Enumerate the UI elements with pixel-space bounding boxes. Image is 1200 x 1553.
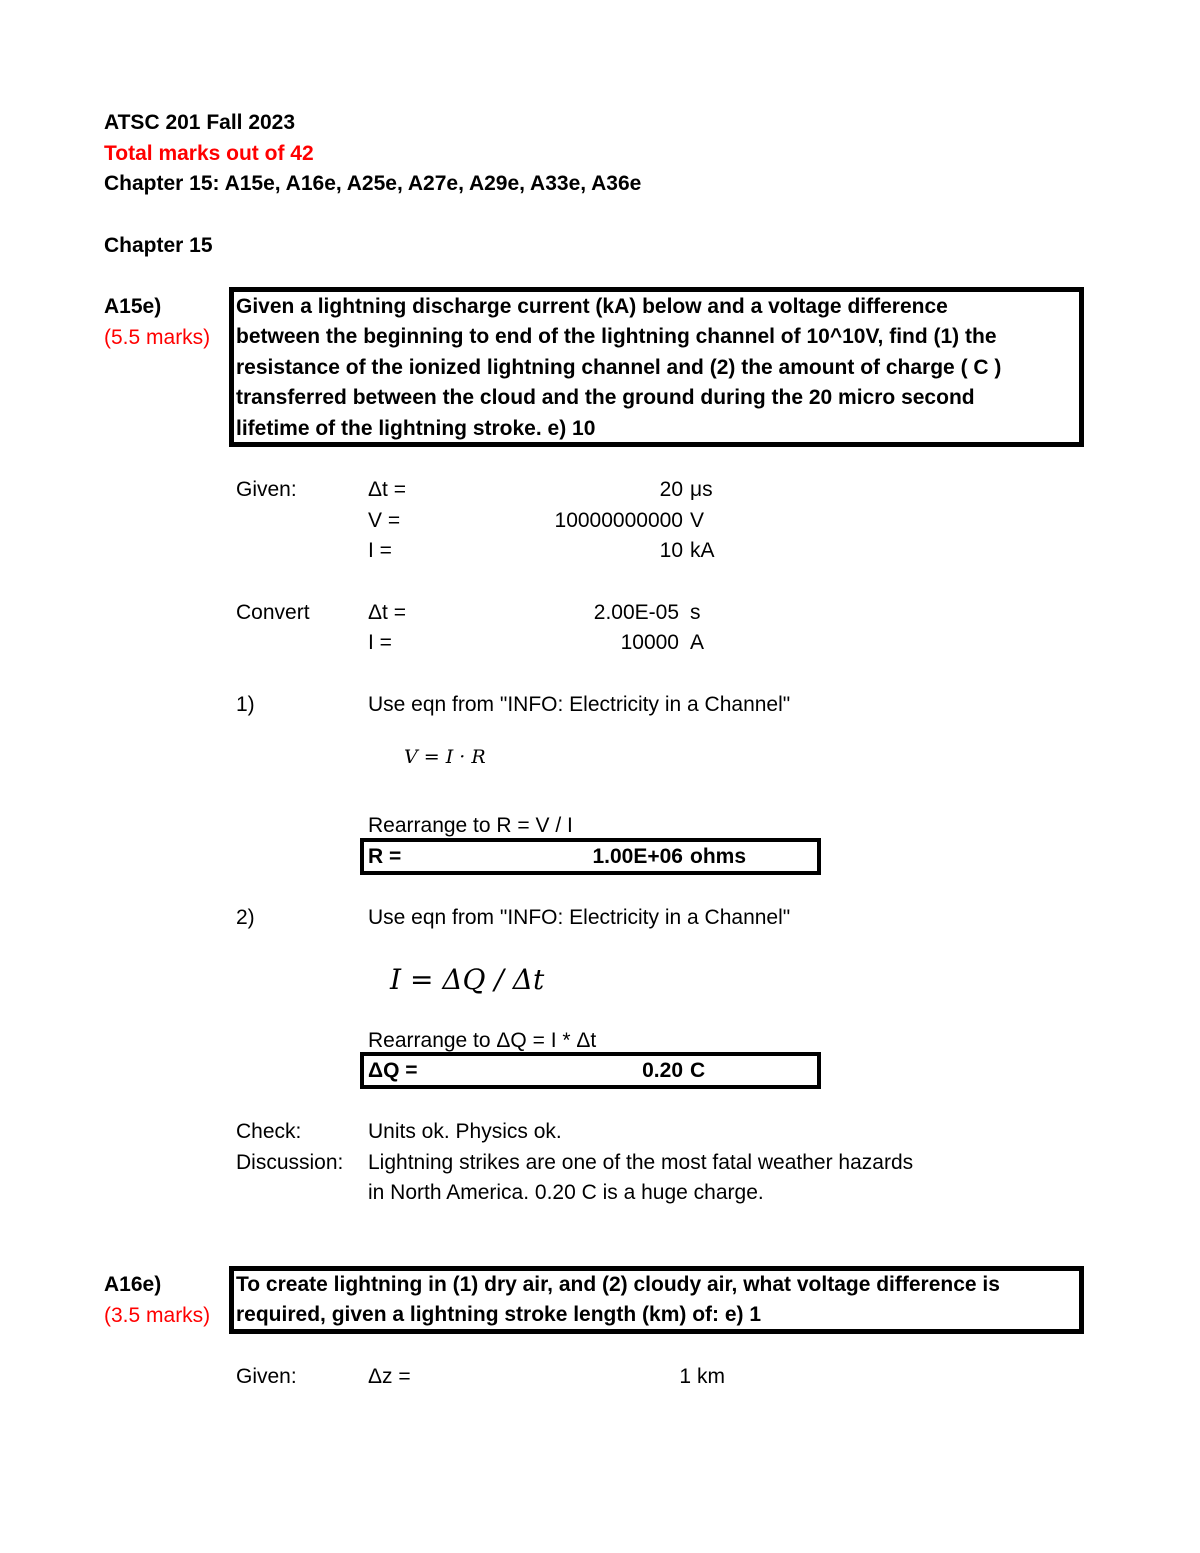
question-label-a16e: A16e) [104, 1273, 162, 1296]
total-marks: Total marks out of 42 [104, 142, 314, 165]
answer-value: 0.20 [642, 1059, 683, 1082]
given-symbol: I = [368, 539, 392, 562]
question-label-a15e: A15e) [104, 295, 162, 318]
answer-value: 1.00E+06 [592, 845, 683, 868]
question-line: required, given a lightning stroke length (km) of: e) 1 [236, 1303, 762, 1326]
convert-value: 10000 [620, 631, 679, 654]
step-instruction: Use eqn from "INFO: Electricity in a Channel" [368, 906, 791, 929]
step-number: 2) [236, 906, 255, 929]
given-unit: km [697, 1365, 725, 1388]
given-value: 1 [679, 1365, 691, 1388]
discussion-line: Lightning strikes are one of the most fatal weather hazards [368, 1151, 914, 1174]
check-text: Units ok. Physics ok. [368, 1120, 562, 1143]
given-label: Given: [236, 1365, 297, 1388]
equation-current-charge: I = ΔQ / Δt [390, 963, 545, 996]
given-symbol: V = [368, 509, 401, 532]
answer-unit: ohms [690, 845, 747, 868]
given-value: 20 [659, 478, 683, 501]
convert-value: 2.00E-05 [593, 601, 679, 624]
answer-label: ΔQ = [368, 1059, 418, 1082]
convert-symbol: I = [368, 631, 392, 654]
answer-label: R = [368, 845, 402, 868]
question-line: between the beginning to end of the lightning channel of 10^10V, find (1) the [236, 325, 997, 348]
given-symbol: Δz = [368, 1365, 411, 1388]
convert-unit: A [690, 631, 705, 654]
given-value: 10 [659, 539, 683, 562]
check-label: Check: [236, 1120, 302, 1143]
answer-unit: C [690, 1059, 706, 1082]
convert-label: Convert [236, 601, 310, 624]
given-label: Given: [236, 478, 297, 501]
given-unit: kA [690, 539, 715, 562]
question-marks-a16e: (3.5 marks) [104, 1304, 211, 1327]
given-unit: μs [690, 478, 713, 501]
given-value: 10000000000 [554, 509, 683, 532]
convert-symbol: Δt = [368, 601, 406, 624]
equation-ohms-law: V = I · R [404, 746, 486, 768]
question-line: Given a lightning discharge current (kA) below and a voltage difference [236, 295, 948, 318]
question-marks-a15e: (5.5 marks) [104, 326, 211, 349]
step-instruction: Use eqn from "INFO: Electricity in a Channel" [368, 693, 791, 716]
given-unit: V [690, 509, 705, 532]
question-line: transferred between the cloud and the ground during the 20 micro second [236, 386, 975, 409]
rearrange-text: Rearrange to ΔQ = I * Δt [368, 1029, 597, 1052]
course-title: ATSC 201 Fall 2023 [104, 111, 296, 134]
question-line: lifetime of the lightning stroke. e) 10 [236, 417, 596, 440]
step-number: 1) [236, 693, 255, 716]
chapter-heading: Chapter 15 [104, 234, 213, 257]
question-line: To create lightning in (1) dry air, and (2) cloudy air, what voltage difference is [236, 1273, 1000, 1296]
discussion-label: Discussion: [236, 1151, 344, 1174]
convert-unit: s [690, 601, 701, 624]
given-symbol: Δt = [368, 478, 406, 501]
discussion-line: in North America. 0.20 C is a huge charge. [368, 1181, 764, 1204]
rearrange-text: Rearrange to R = V / I [368, 814, 573, 837]
chapter-list: Chapter 15: A15e, A16e, A25e, A27e, A29e, A33e, A36e [104, 172, 642, 195]
question-line: resistance of the ionized lightning channel and (2) the amount of charge ( C ) [236, 356, 1002, 379]
